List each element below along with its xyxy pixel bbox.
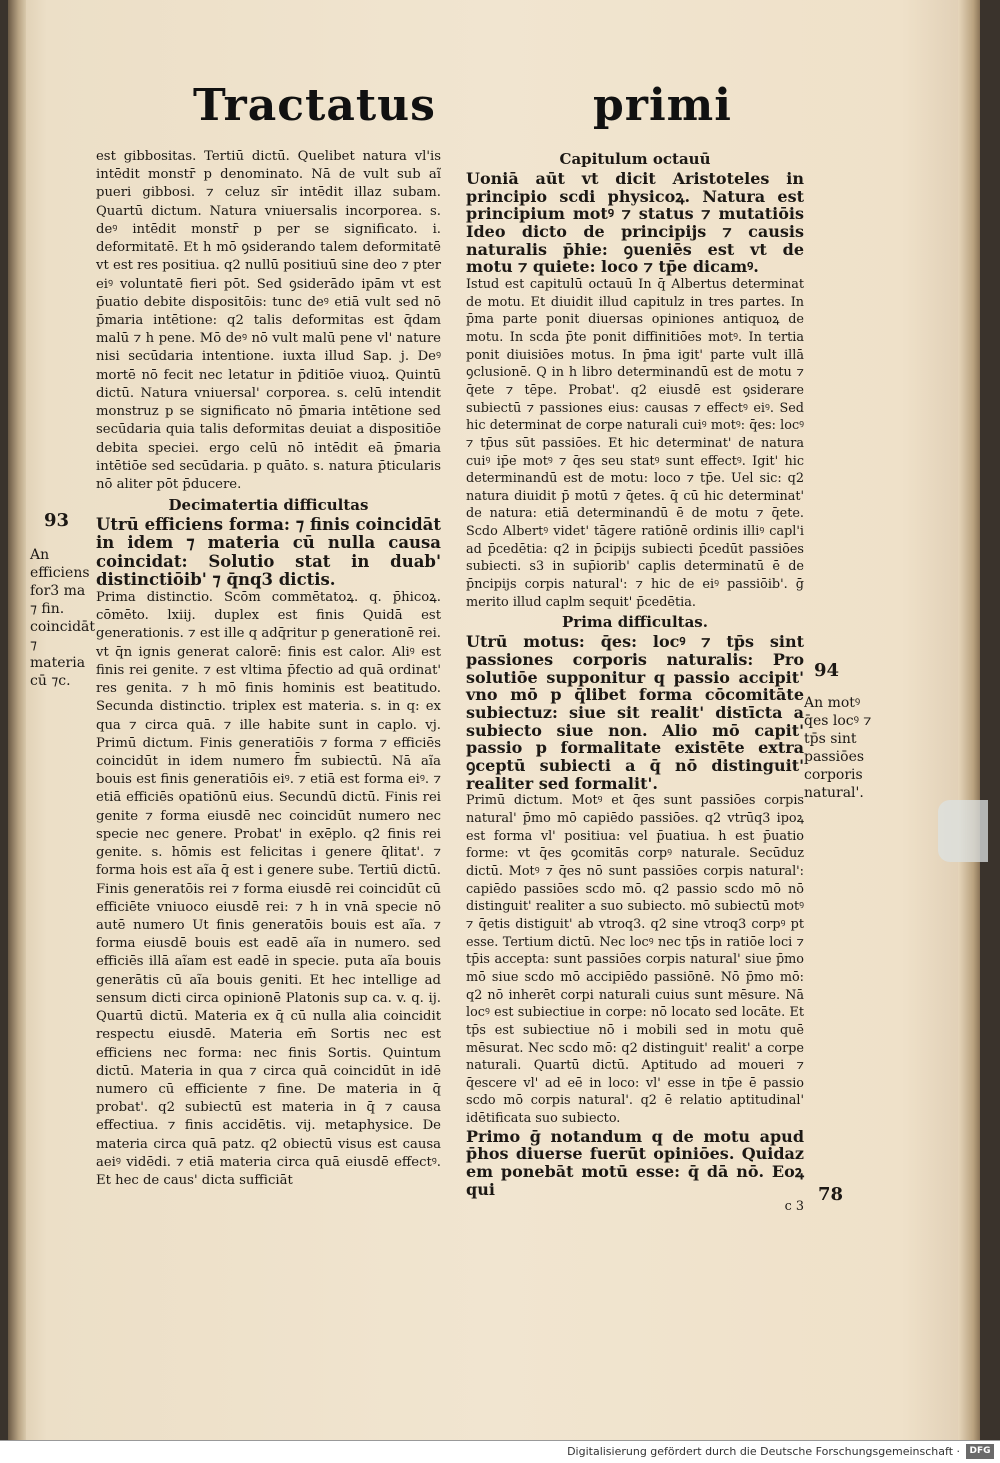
right-text-column: [466, 148, 804, 1216]
running-head-left: Tractatus: [193, 80, 436, 131]
margin-number-bottom: 78: [818, 1184, 844, 1205]
margin-note-right: An motꝰ q̄es locꝰ ⁊ tp̄s sint passiōes corporis natural'.: [804, 695, 872, 801]
question-text: Utrū motus: q̄es: locꝰ ⁊ tp̄s sint passiones corporis naturalis: Pro solutiōe supponitur q passio accipit' vno mō p q̄libet forma cōcomitāte subiectuz: siue sit realit' distīcta a subiecto siue non. Alio mō capit' passio p formalitate existēte extra ꝯceptū subiecti a q̄ nō distinguit' realiter sed formalit'.: [466, 632, 804, 793]
question-text: Utrū efficiens forma: ⁊ finis coincidāt in idem ⁊ materia cū nulla causa coincidat: Solutio stat in duab' distinctiōib' ⁊ q̄nq3 dictis.: [96, 515, 441, 589]
page-gutter-left: [8, 0, 26, 1440]
footer-credit: Digitalisierung gefördert durch die Deutsche Forschungsgemeinschaft ·: [567, 1445, 960, 1458]
paragraph: est gibbositas. Tertiū dictū. Quelibet natura vl'is intēdit monstr̄ p denominato. Nā de vult sub aĩ pueri gibbosi. ⁊ celuz sīr intēdit illaz subam. Quartū dictum. Natura vniuersalis incorporea. s. deꝰ intēdit monstr̄ p per se significato. i. deformitatē. Et h mō ꝯsiderando talem deformitatē vt est res positiua. q2 nullū positiuū sine deo ⁊ pter eiꝰ voluntatē fieri pōt. Sed ꝯsiderādo ipām vt est p̄uatio debite dispositōis: tunc deꝰ etiā vult sed nō p̄maria intētione: q2 talis deformitas est q̄dam malū ⁊ h pene. Mō deꝰ nō vult malū pene vl' nature nisi secūdaria intentione. iuxta illud Sap. j. Deꝰ mortē nō fecit nec letatur in p̄ditiōe viuoꝝ. Quintū dictū. Natura vniuersal' corporea. s. celū intendit monstruz p se significato nō p̄maria intētione sed secūdaria quia talis deformitas deuiat a dispositiōe debita speciei. ergo celū nō intēdit eā p̄maria intētiōe sed secūdaria. p quāto. s. natura p̄ticularis nō aliter pōt p̄ducere.: [96, 149, 441, 492]
margin-note-left: An efficiens for3 ma ⁊ fin. coincidāt ⁊ materia cū ⁊c.: [30, 547, 96, 689]
book-page: [8, 0, 980, 1440]
left-text-column: [96, 148, 441, 1190]
margin-number-right: 94: [814, 660, 840, 681]
paragraph: Primo ḡ notandum q de motu apud p̄hos diuerse fuerūt opiniōes. Quidaz em ponebāt motū esse: q̄ dā nō. Eoꝝ qui: [466, 1126, 804, 1199]
section-heading: Prima difficultas.: [562, 613, 708, 632]
paragraph: Istud est capitulū octauū In q̄ Albertus determinat de motu. Et diuidit illud capitulz in tres partes. In p̄ma parte ponit diuersas opiniones antiquoꝝ de motu. In scda p̄te ponit diffinitiōes motꝰ. In tertia ponit diuisiōes motus. In p̄ma igit' parte vult illā ꝯclusionē. Q in h libro determinandū est de motu ⁊ q̄ete ⁊ tēpe. Probat'. q2 eiusdē est ꝯsiderare subiectū ⁊ passiones eius: causas ⁊ effectꝰ eiꝰ. Sed hic determinat de corpe naturali cuiꝰ motꝰ: q̄es: locꝰ ⁊ tp̄us sūt passiōes. Et hic determinat' de natura cuiꝰ ip̄e motꝰ ⁊ q̄es seu statꝰ sunt effectꝰ. Igit' hic determinandū est de motu: loco ⁊ tp̄e. Uel sic: q2 natura diuidit p̄ motū ⁊ q̄etes. q̄ cū hic determinat' de natura: etiā determinandū ē de motu ⁊ q̄ete. Scdo Albertꝰ videt' tāgere ratiōnē ordinis illiꝰ capl'i ad p̄cedētia: q2 in p̄cipijs subiecti p̄cedūt passiōes subiecti. s3 in sup̄iorib' caplis determinatū ē de p̄ncipijs corpis natural': ⁊ hic de eiꝰ passiōib'. ḡ merito illud caplm sequit' p̄cedētia.: [466, 276, 804, 610]
running-head-right: primi: [593, 80, 732, 131]
margin-number-left: 93: [44, 510, 70, 531]
chapter-intro: Uoniā aūt vt dicit Aristoteles in principio scdi physicoꝝ. Natura est principium motꝰ ⁊ status ⁊ mutatiōis Ideo dicto de principijs ⁊ causis naturalis p̄hie: ꝯueniēs est vt de motu ⁊ quiete: loco ⁊ tp̄e dicamꝰ.: [466, 169, 804, 277]
page-marker-clip: [938, 800, 988, 862]
chapter-heading: Capitulum octauū: [559, 150, 711, 168]
paragraph: Prima distinctio. Scōm commētatoꝝ. q. p̄hicoꝝ. cōmēto. lxiij. duplex est finis Quidā est generationis. ⁊ est ille q adq̄ritur p generationē rei. vt q̄n ignis generat calorē: finis est calor. Aliꝰ est finis rei genite. ⁊ est vltima p̄fectio ad quā ordinat' res genita. ⁊ h mō finis hominis est beatitudo. Secunda distinctio. triplex est materia. s. in q: ex qua ⁊ circa quā. ⁊ ille habite sunt in caplo. vj. Primū dictum. Finis generatiōis ⁊ forma ⁊ efficiēs coincidūt in idem numero f̄m subiectū. Nā aĩa bouis est finis generatiōis eiꝰ. ⁊ etiā est forma eiꝰ. ⁊ etiā efficiēs opatiōnū eius. Secundū dictū. Finis rei genite ⁊ forma eiusdē nec coincidūt numero nec specie nec genere. Probat' in exēplo. q2 finis rei genite. s. hōmis est felicitas i genere q̄litat'. ⁊ forma hois est aĩa q̄ est i genere sube. Tertiū dictū. Finis generatōis rei ⁊ forma eiusdē rei coincidūt cū efficiēte vniuoco eiusdē rei: ⁊ h in vnā specie nō autē numero Ut finis generatōis bouis est aĩa. ⁊ forma eiusdē bouis est eadē aĩa in numero. sed efficiēs illā aĩam est eadē in specie. puta aĩa bouis generātis cū aĩa bouis geniti. Et hec intellige ad sensum dicti circa opinionē Platonis sup ca. v. q. ij. Quartū dictū. Materia ex q̄ cū nulla alia coincidit respectu eiusdē. Materia em̄ Sortis nec est efficiens nec forma: nec finis Sortis. Quintum dictū. Materia in qua ⁊ circa quā coincidūt in idē numero cū efficiente ⁊ fine. De materia in q̄ probat'. q2 subiectū est materia in q̄ ⁊ causa effectiua. ⁊ finis accidētis. vij. metaphysice. De materia circa quā patz. q2 obiectū visus est causa aeiꝰ vidēdi. ⁊ etiā materia circa quā eiusdē effectꝰ. Et hec de caus' dicta sufficiāt: [96, 590, 441, 1189]
paragraph: Primū dictum. Motꝰ et q̄es sunt passiōes corpis natural' p̄mo mō capiēdo passiōes. q2 vtrūq3 ipoꝝ est forma vl' positiua: vel p̄uatiua. h est p̄uatio forme: vt q̄es ꝯcomitās corpꝰ naturale. Secūduz dictū. Motꝰ ⁊ q̄es nō sunt passiōes corpis natural': capiēdo passiōes scdo mō. q2 passio scdo mō nō distinguit' realiter a suo subiecto. mō subiectū motꝰ ⁊ q̄etis distiguit' ab vtroq3. q2 sine vtroq3 corpꝰ pt esse. Tertium dictū. Nec locꝰ nec tp̄s in ratiōe loci ⁊ tp̄is accepta: sunt passiōes corpis natural' siue p̄mo mō siue scdo mō accipiēdo passiōnē. Nō p̄mo mō: q2 nō inherēt corpi naturali cuius sunt mēsure. Nā locꝰ est subiectiue in corpe: nō locato sed locāte. Et tp̄s est subiectiue nō i mobili sed in motu quē mēsurat. Nec scdo mō: q2 distinguit' realit' a corpe naturali. Quartū dictū. Aptitudo ad moueri ⁊ q̄escere vl' ad eē in loco: vl' esse in tp̄e ē passio scdo mō corpis natural'. q2 ē relatio aptitudinal' idētificata suo subiecto.: [466, 793, 804, 1127]
page-edge-right: [958, 0, 980, 1440]
signature-mark: c 3: [784, 1199, 804, 1215]
footer-bar: [0, 1440, 1000, 1463]
dfg-logo-icon: DFG: [966, 1444, 994, 1459]
section-heading: Decimatertia difficultas: [168, 496, 369, 515]
